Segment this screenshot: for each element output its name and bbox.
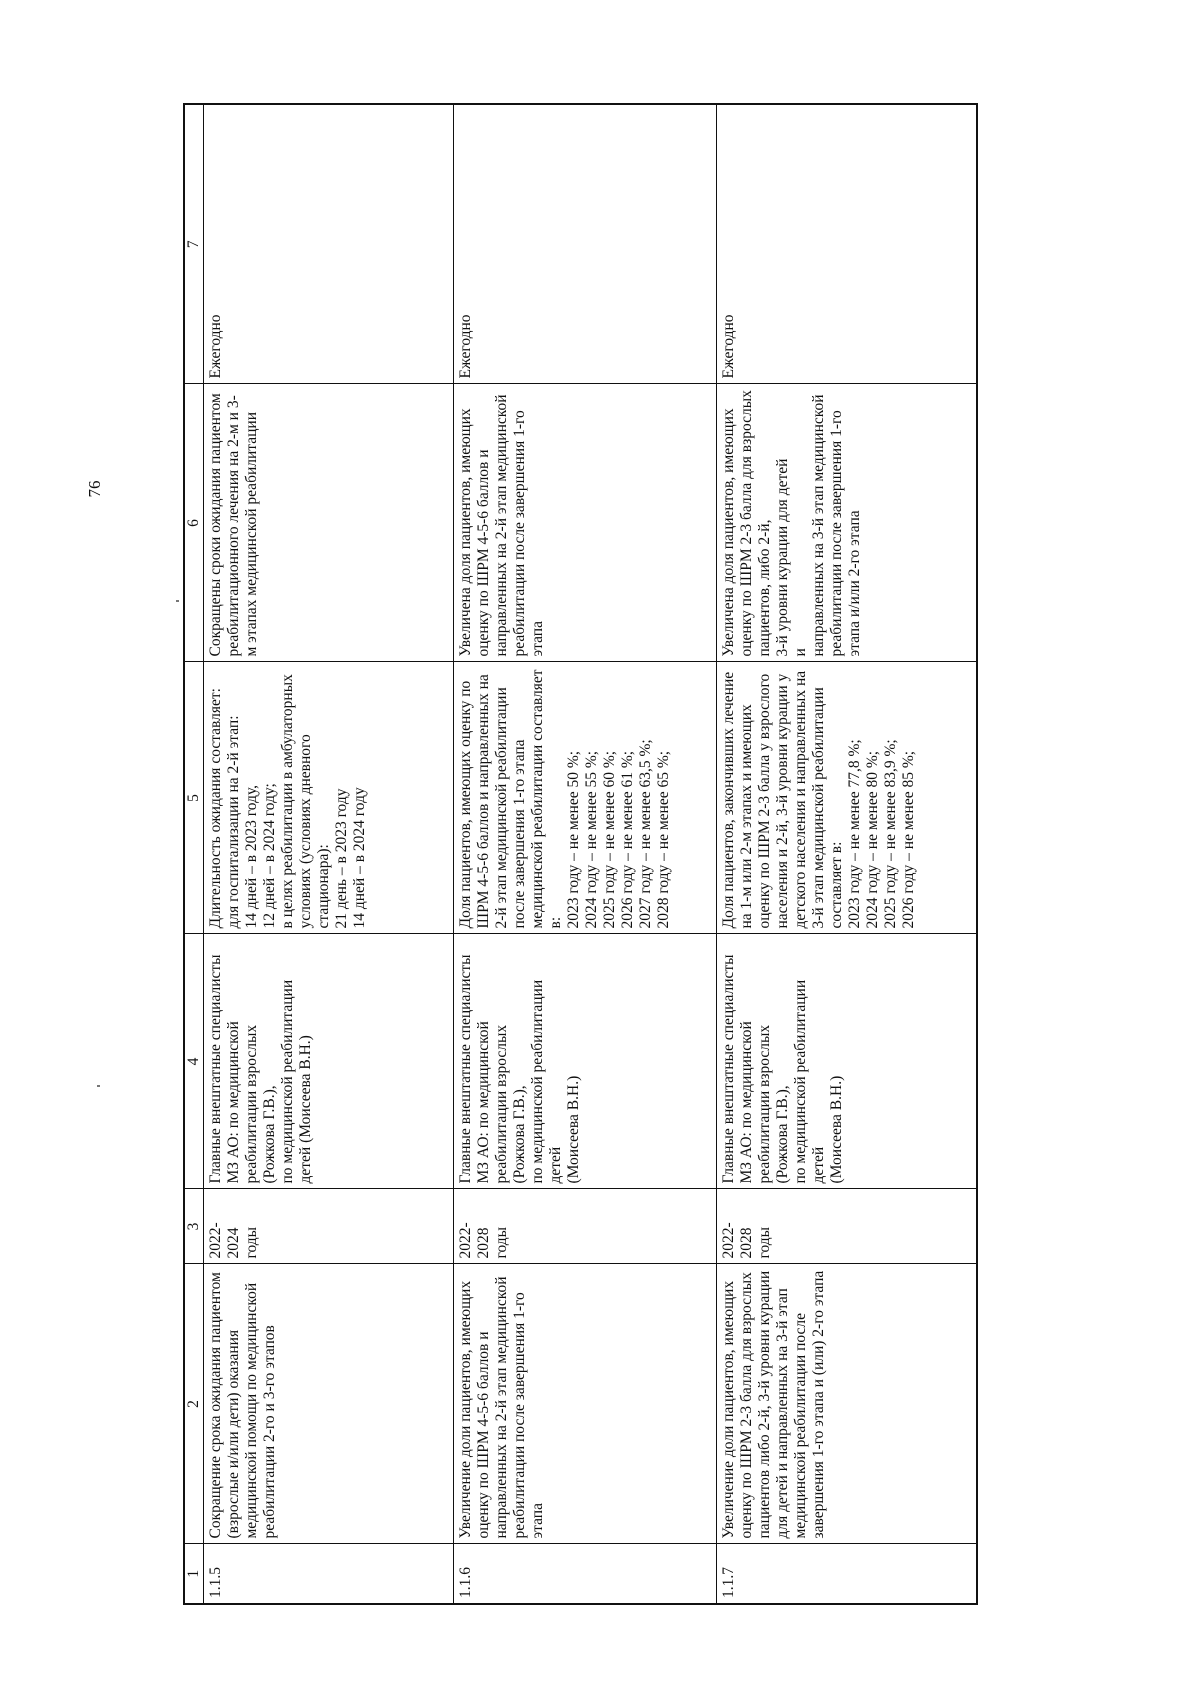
scan-speck	[176, 600, 179, 602]
responsible-cell: Главные внештатные специалисты МЗ АО: по медицинской реабилитации взрослых (Рожкова Г.В.), по медицинской реабилитации детей (Моисеева В.Н.)	[454, 934, 717, 1189]
result-cell: Увеличена доля пациентов, имеющих оценку по ШРМ 4-5-6 баллов и направленных на 2-й этап медицинской реабилитации после завершения 1-го этапа	[454, 384, 717, 662]
item-number: 1.1.5	[204, 1544, 454, 1604]
column-header: 3	[184, 1189, 204, 1264]
item-number: 1.1.6	[454, 1544, 717, 1604]
frequency-cell: Ежегодно	[204, 104, 454, 384]
column-header: 1	[184, 1544, 204, 1604]
table-row	[717, 104, 978, 1604]
column-header: 5	[184, 662, 204, 934]
activity-cell: Увеличение доли пациентов, имеющих оценку по ШРМ 2-3 балла для взрослых пациентов либо 2-й, 3-й уровни курации для детей и направленных на 3-й этап медицинской реабилитации после завершения 1-го этапа и (или) 2-го этапа	[717, 1264, 978, 1544]
result-cell: Сокращены сроки ожидания пациентом реабилитационного лечения на 2-м и 3-м этапах медицинской реабилитации	[204, 384, 454, 662]
responsible-cell: Главные внештатные специалисты МЗ АО: по медицинской реабилитации взрослых (Рожкова Г.В.), по медицинской реабилитации детей (Моисеева В.Н.)	[717, 934, 978, 1189]
indicator-cell: Доля пациентов, имеющих оценку по ШРМ 4-5-6 баллов и направленных на 2-й этап медицинской реабилитации после завершения 1-го этапа медицинской реабилитации составляет в: 2023 году – не менее 50 %; 2024 году – не менее 55 %; 2025 году – не менее 60 %; 2026 году – не менее 61 %; 2027 году – не менее 63,5 %; 2028 году – не менее 65 %;	[454, 662, 717, 934]
result-cell: Увеличена доля пациентов, имеющих оценку по ШРМ 2-3 балла для взрослых пациентов, либо 2-й, 3-й уровни курации для детей и направленных на 3-й этап медицинской реабилитации после завершения 1-го этапа и/или 2-го этапа	[717, 384, 978, 662]
period-cell: 2022- 2028 годы	[454, 1189, 717, 1264]
column-header: 4	[184, 934, 204, 1189]
column-header: 2	[184, 1264, 204, 1544]
plan-table	[183, 103, 978, 1605]
column-header: 6	[184, 384, 204, 662]
page-number: 76	[85, 480, 104, 498]
frequency-cell: Ежегодно	[454, 104, 717, 384]
frequency-cell: Ежегодно	[717, 104, 978, 384]
activity-cell: Сокращение срока ожидания пациентом (взрослые и/или дети) оказания медицинской помощи по медицинской реабилитации 2-го и 3-го этапов	[204, 1264, 454, 1544]
rotated-table-container	[183, 105, 917, 1605]
activity-cell: Увеличение доли пациентов, имеющих оценку по ШРМ 4-5-6 баллов и направленных на 2-й этап медицинской реабилитации после завершения 1-го этапа	[454, 1264, 717, 1544]
indicator-cell: Длительность ожидания составляет: для госпитализации на 2-й этап: 14 дней – в 2023 году, 12 дней – в 2024 году; в целях реабилитации в амбулаторных условиях (условиях дневного стационара): 21 день – в 2023 году 14 дней – в 2024 году	[204, 662, 454, 934]
item-number: 1.1.7	[717, 1544, 978, 1604]
responsible-cell: Главные внештатные специалисты МЗ АО: по медицинской реабилитации взрослых (Рожкова Г.В.), по медицинской реабилитации детей (Моисеева В.Н.)	[204, 934, 454, 1189]
period-cell: 2022- 2024 годы	[204, 1189, 454, 1264]
scan-speck	[97, 1085, 100, 1087]
header-row	[184, 104, 204, 1604]
period-cell: 2022- 2028 годы	[717, 1189, 978, 1264]
table-row	[204, 104, 454, 1604]
indicator-cell: Доля пациентов, закончивших лечение на 1-м или 2-м этапах и имеющих оценку по ШРМ 2-3 балла у взрослого населения и 2-й, 3-й уровни курации у детского населения и направленных на 3-й этап медицинской реабилитации составляет в: 2023 году – не менее 77,8 %; 2024 году – не менее 80 %; 2025 году – не менее 83,9 %; 2026 году – не менее 85 %;	[717, 662, 978, 934]
column-header: 7	[184, 104, 204, 384]
table-row	[454, 104, 717, 1604]
